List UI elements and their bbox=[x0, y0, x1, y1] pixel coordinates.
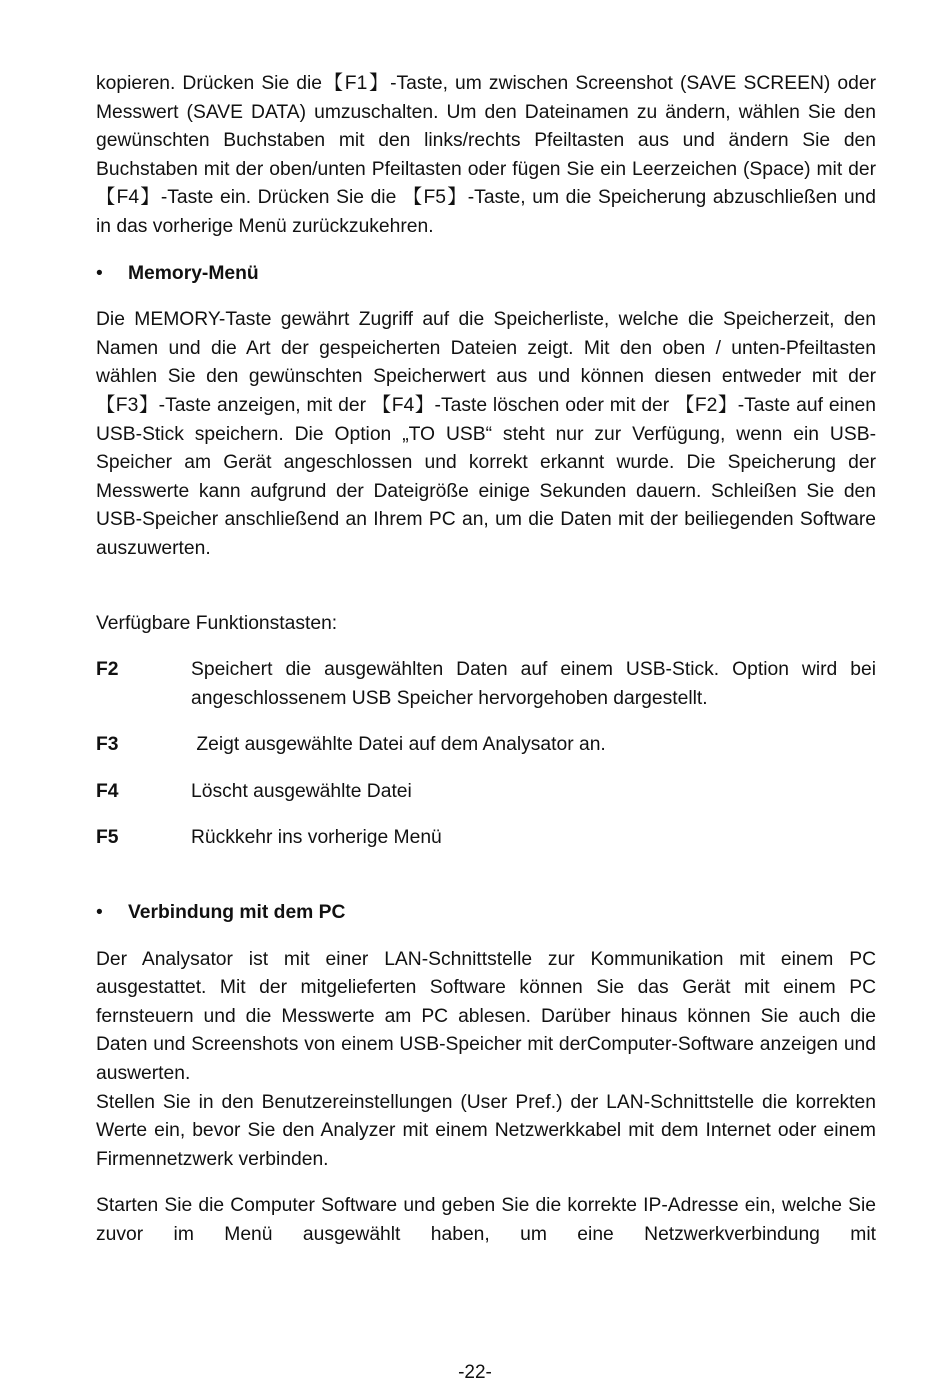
function-key-row bbox=[96, 824, 876, 853]
bullet-icon: • bbox=[96, 262, 103, 284]
memory-menu-heading bbox=[96, 260, 876, 289]
function-key-description: Speichert die ausgewählten Daten auf einem USB-Stick. Option wird bei angeschlossenem USB Speicher hervorgehoben dargestellt. bbox=[191, 659, 876, 709]
function-key-description: Rückkehr ins vorherige Menü bbox=[191, 827, 442, 849]
function-key-description: Zeigt ausgewählte Datei auf dem Analysator an. bbox=[191, 734, 606, 756]
memory-menu-heading-text: Memory-Menü bbox=[128, 262, 259, 284]
pc-connection-paragraph-1b: Stellen Sie in den Benutzereinstellungen (User Pref.) der LAN-Schnittstelle die korrekten Werte ein, bevor Sie den Analyzer mit einem Netzwerkkabel mit dem Internet oder einem Firmennetzwerk verbinden. bbox=[96, 1091, 876, 1170]
pc-connection-paragraph-1a: Der Analysator ist mit einer LAN-Schnittstelle zur Kommunikation mit einem PC ausgestattet. Mit der mitgelieferten Software können Sie das Gerät mit einem PC fernsteuern und die Messwerte am PC ablesen. Darüber hinaus können Sie auch die Daten und Screenshots von einem USB-Speicher mit derComputer-Software anzeigen und auswerten. bbox=[96, 948, 876, 1085]
page-number: -22- bbox=[458, 1362, 492, 1383]
function-key-label: F3 bbox=[96, 734, 119, 756]
pc-connection-heading bbox=[96, 899, 876, 928]
function-keys-title: Verfügbare Funktionstasten: bbox=[96, 612, 338, 634]
function-key-row bbox=[96, 731, 876, 760]
pc-connection-heading-text: Verbindung mit dem PC bbox=[128, 902, 346, 924]
function-key-description: Löscht ausgewählte Datei bbox=[191, 780, 412, 802]
function-key-label: F5 bbox=[96, 827, 119, 849]
pc-connection-paragraph-2: Starten Sie die Computer Software und geben Sie die korrekte IP-Adresse ein, welche Sie zuvor im Menü ausgewählt haben, um eine Netzwerkverbindung mit bbox=[96, 1195, 876, 1245]
function-key-row bbox=[96, 778, 876, 807]
memory-menu-paragraph: Die MEMORY-Taste gewährt Zugriff auf die Speicherliste, welche die Speicherzeit, den Namen und die Art der gespeicherten Dateien zeigt. Mit den oben / unten-Pfeiltasten wählen Sie den gewünschten Speicherwert aus und können diesen entweder mit der 【F3】-Taste anzeigen, mit der 【F4】-Taste löschen oder mit der 【F2】-Taste auf einen USB-Stick speichern. Die Option „TO USB“ steht nur zur Verfügung, wenn ein USB-Speicher am Gerät angeschlossen und korrekt erkannt wurde. Die Speicherung der Messwerte kann aufgrund der Dateigröße einige Sekunden dauern. Schleißen Sie den USB-Speicher anschließend an Ihrem PC an, um die Daten mit der beiliegenden Software auszuwerten. bbox=[96, 309, 876, 559]
intro-paragraph: kopieren. Drücken Sie die【F1】-Taste, um zwischen Screenshot (SAVE SCREEN) oder Messwert (SAVE DATA) umzuschalten. Um den Dateinamen zu ändern, wählen Sie den gewünschten Buchstaben mit den links/rechts Pfeiltasten aus und ändern Sie den Buchstaben mit der oben/unten Pfeiltasten oder fügen Sie ein Leerzeichen (Space) mit der 【F4】-Taste ein. Drücken Sie die 【F5】-Taste, um die Speicherung abzuschließen und in das vorherige Menü zurückzukehren. bbox=[96, 73, 876, 237]
document-page bbox=[96, 70, 876, 1250]
function-key-label: F2 bbox=[96, 659, 119, 681]
function-key-row bbox=[96, 656, 876, 713]
bullet-icon: • bbox=[96, 902, 103, 924]
function-key-label: F4 bbox=[96, 780, 119, 802]
